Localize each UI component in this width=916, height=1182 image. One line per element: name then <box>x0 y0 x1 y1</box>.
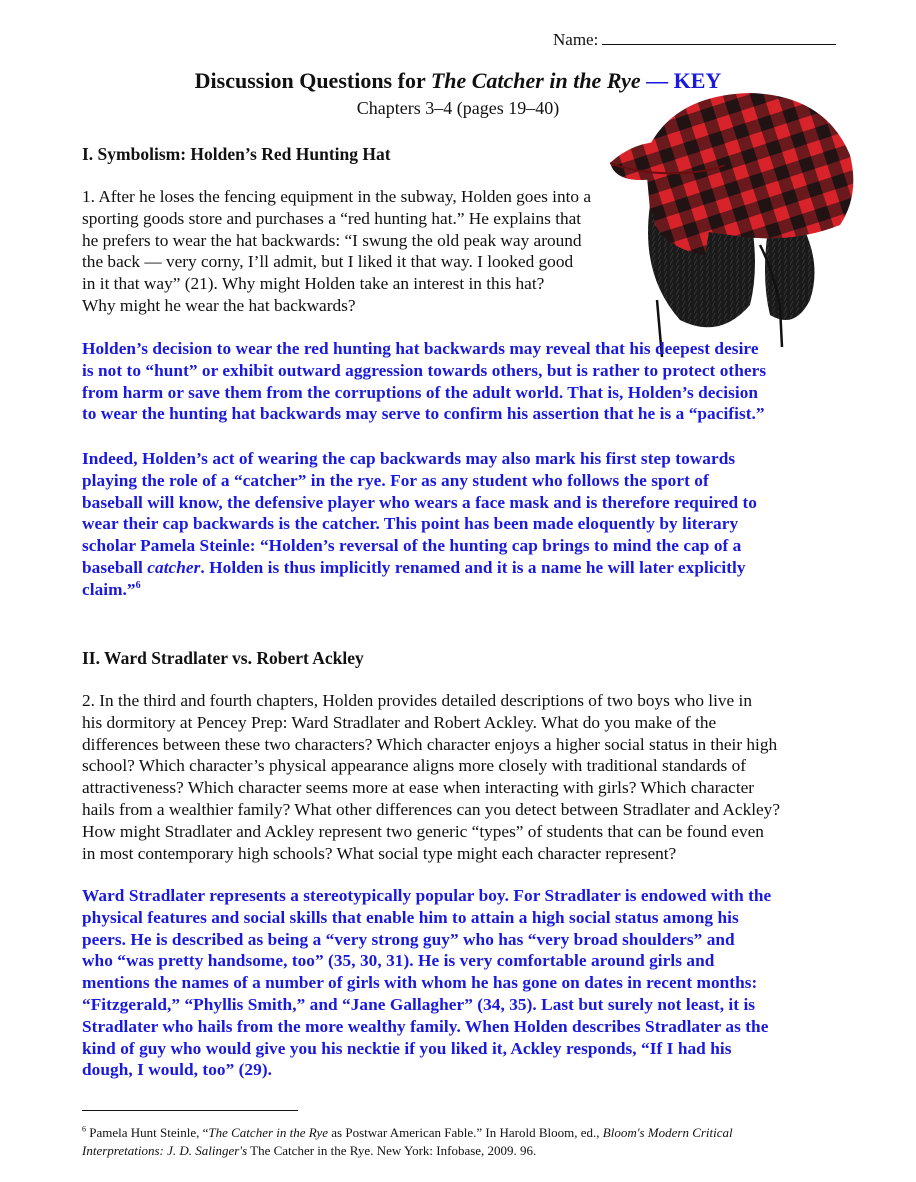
answer-line: wear their cap backwards is the catcher. This point has been made eloquently by literary <box>82 514 739 534</box>
question2-line: 2. In the third and fourth chapters, Holden provides detailed descriptions of two boys who live in <box>82 691 752 710</box>
name-label: Name: <box>553 30 599 49</box>
footnote <box>82 1124 733 1160</box>
answer-line <box>82 579 757 601</box>
answer2-paragraph <box>82 885 771 1081</box>
section1-heading: I. Symbolism: Holden’s Red Hunting Hat <box>82 144 391 164</box>
answer1-paragraph1 <box>82 338 766 425</box>
answer-line: Stradlater who hails from the more wealthy family. When Holden describes Stradlater as the <box>82 1016 769 1036</box>
answer-text: . Holden is thus implicitly renamed and it is a name he will later explicitly <box>200 557 746 577</box>
footnote-text: The Catcher in the Rye. New York: Infobase, 2009. 96. <box>247 1143 537 1158</box>
question2-line: differences between these two characters? Which character enjoys a higher social status in their high <box>82 734 778 754</box>
answer-line: is not to “hunt” or exhibit outward aggression towards others, but is rather to protect others <box>82 360 767 380</box>
answer-text: claim.” <box>82 579 136 599</box>
question2-line: attractiveness? Which character seems more at ease when interacting with girls? Which character <box>82 778 755 798</box>
footnote-italic: The Catcher in the Rye <box>208 1125 329 1140</box>
footnote-text: as Postwar American Fable.” In Harold Bloom, ed., <box>328 1125 603 1140</box>
answer-line: to wear the hunting hat backwards may serve to confirm his assertion that he is a “pacifist.” <box>82 404 765 424</box>
question1-line: 1. After he loses the fencing equipment in the subway, Holden goes into a <box>82 187 592 206</box>
answer-line: Ward Stradlater represents a stereotypically popular boy. For Stradlater is endowed with the <box>82 886 772 905</box>
red-hunting-hat-image <box>610 85 865 357</box>
answer-line: scholar Pamela Steinle: “Holden’s reversal of the hunting cap brings to mind the cap of a <box>82 536 742 556</box>
question2 <box>82 690 780 864</box>
footnote-line <box>82 1124 733 1142</box>
answer-line: “Fitzgerald,” “Phyllis Smith,” and “Jane Gallagher” (34, 35). Last but surely not least, it is <box>82 994 756 1014</box>
footnote-number: 6 <box>82 1124 86 1134</box>
section2-heading: II. Ward Stradlater vs. Robert Ackley <box>82 648 364 668</box>
answer-line: Holden’s decision to wear the red hunting hat backwards may reveal that his deepest desire <box>82 339 759 358</box>
footnote-divider <box>82 1110 298 1111</box>
page-subtitle: Chapters 3–4 (pages 19–40) <box>356 98 560 118</box>
question1-line: the back — very corny, I’ll admit, but I liked it that way. I looked good <box>82 252 574 272</box>
question2-line: hails from a wealthier family? What other differences can you detect between Stradlater and Ackley? <box>82 799 780 819</box>
title-book: The Catcher in the Rye <box>430 68 641 93</box>
answer-line: Indeed, Holden’s act of wearing the cap backwards may also mark his first step towards <box>82 449 736 468</box>
answer-line: baseball will know, the defensive player who wears a face mask and is therefore required to <box>82 492 757 512</box>
answer-line: kind of guy who would give you his necktie if you liked it, Ackley responds, “If I had his <box>82 1038 732 1058</box>
answer-line <box>82 557 757 579</box>
name-field <box>553 30 836 50</box>
question1-line: sporting goods store and purchases a “red hunting hat.” He explains that <box>82 208 582 228</box>
answer1-paragraph2 <box>82 448 757 601</box>
title-key: — KEY <box>640 68 722 93</box>
answer-line: dough, I would, too” (29). <box>82 1060 272 1080</box>
question2-line: How might Stradlater and Ackley represent two generic “types” of students that can be found even <box>82 821 764 841</box>
question2-line: in most contemporary high schools? What social type might each character represent? <box>82 843 677 863</box>
answer-line: who “was pretty handsome, too” (35, 30, 31). He is very comfortable around girls and <box>82 951 715 971</box>
question2-line: his dormitory at Pencey Prep: Ward Stradlater and Robert Ackley. What do you make of the <box>82 712 717 732</box>
question1 <box>82 186 591 317</box>
name-blank-line <box>602 30 836 45</box>
answer-line: physical features and social skills that enable him to attain a high social status among his <box>82 907 739 927</box>
question1-line: he prefers to wear the hat backwards: “I swung the old peak way around <box>82 230 582 250</box>
question2-line: school? Which character’s physical appearance aligns more closely with traditional standards of <box>82 756 746 776</box>
footnote-marker: 6 <box>135 580 141 592</box>
footnote-italic: Interpretations: J. D. Salinger's <box>82 1143 248 1158</box>
answer-text: baseball <box>82 557 148 577</box>
answer-line: playing the role of a “catcher” in the rye. For as any student who follows the sport of <box>82 470 709 490</box>
footnote-line <box>82 1142 733 1160</box>
answer-line: peers. He is described as being a “very strong guy” who has “very broad shoulders” and <box>82 929 735 949</box>
footnote-text: Pamela Hunt Steinle, “ <box>86 1125 209 1140</box>
answer-italic: catcher <box>147 557 201 577</box>
question1-line: in it that way” (21). Why might Holden take an interest in this hat? <box>82 274 545 294</box>
title-prefix: Discussion Questions for <box>194 68 431 93</box>
answer-line: mentions the names of a number of girls with whom he has gone on dates in recent months: <box>82 973 758 993</box>
answer-line: from harm or save them from the corruptions of the adult world. That is, Holden’s decision <box>82 382 759 402</box>
question1-line: Why might he wear the hat backwards? <box>82 295 356 315</box>
footnote-italic: Bloom's Modern Critical <box>602 1125 733 1140</box>
